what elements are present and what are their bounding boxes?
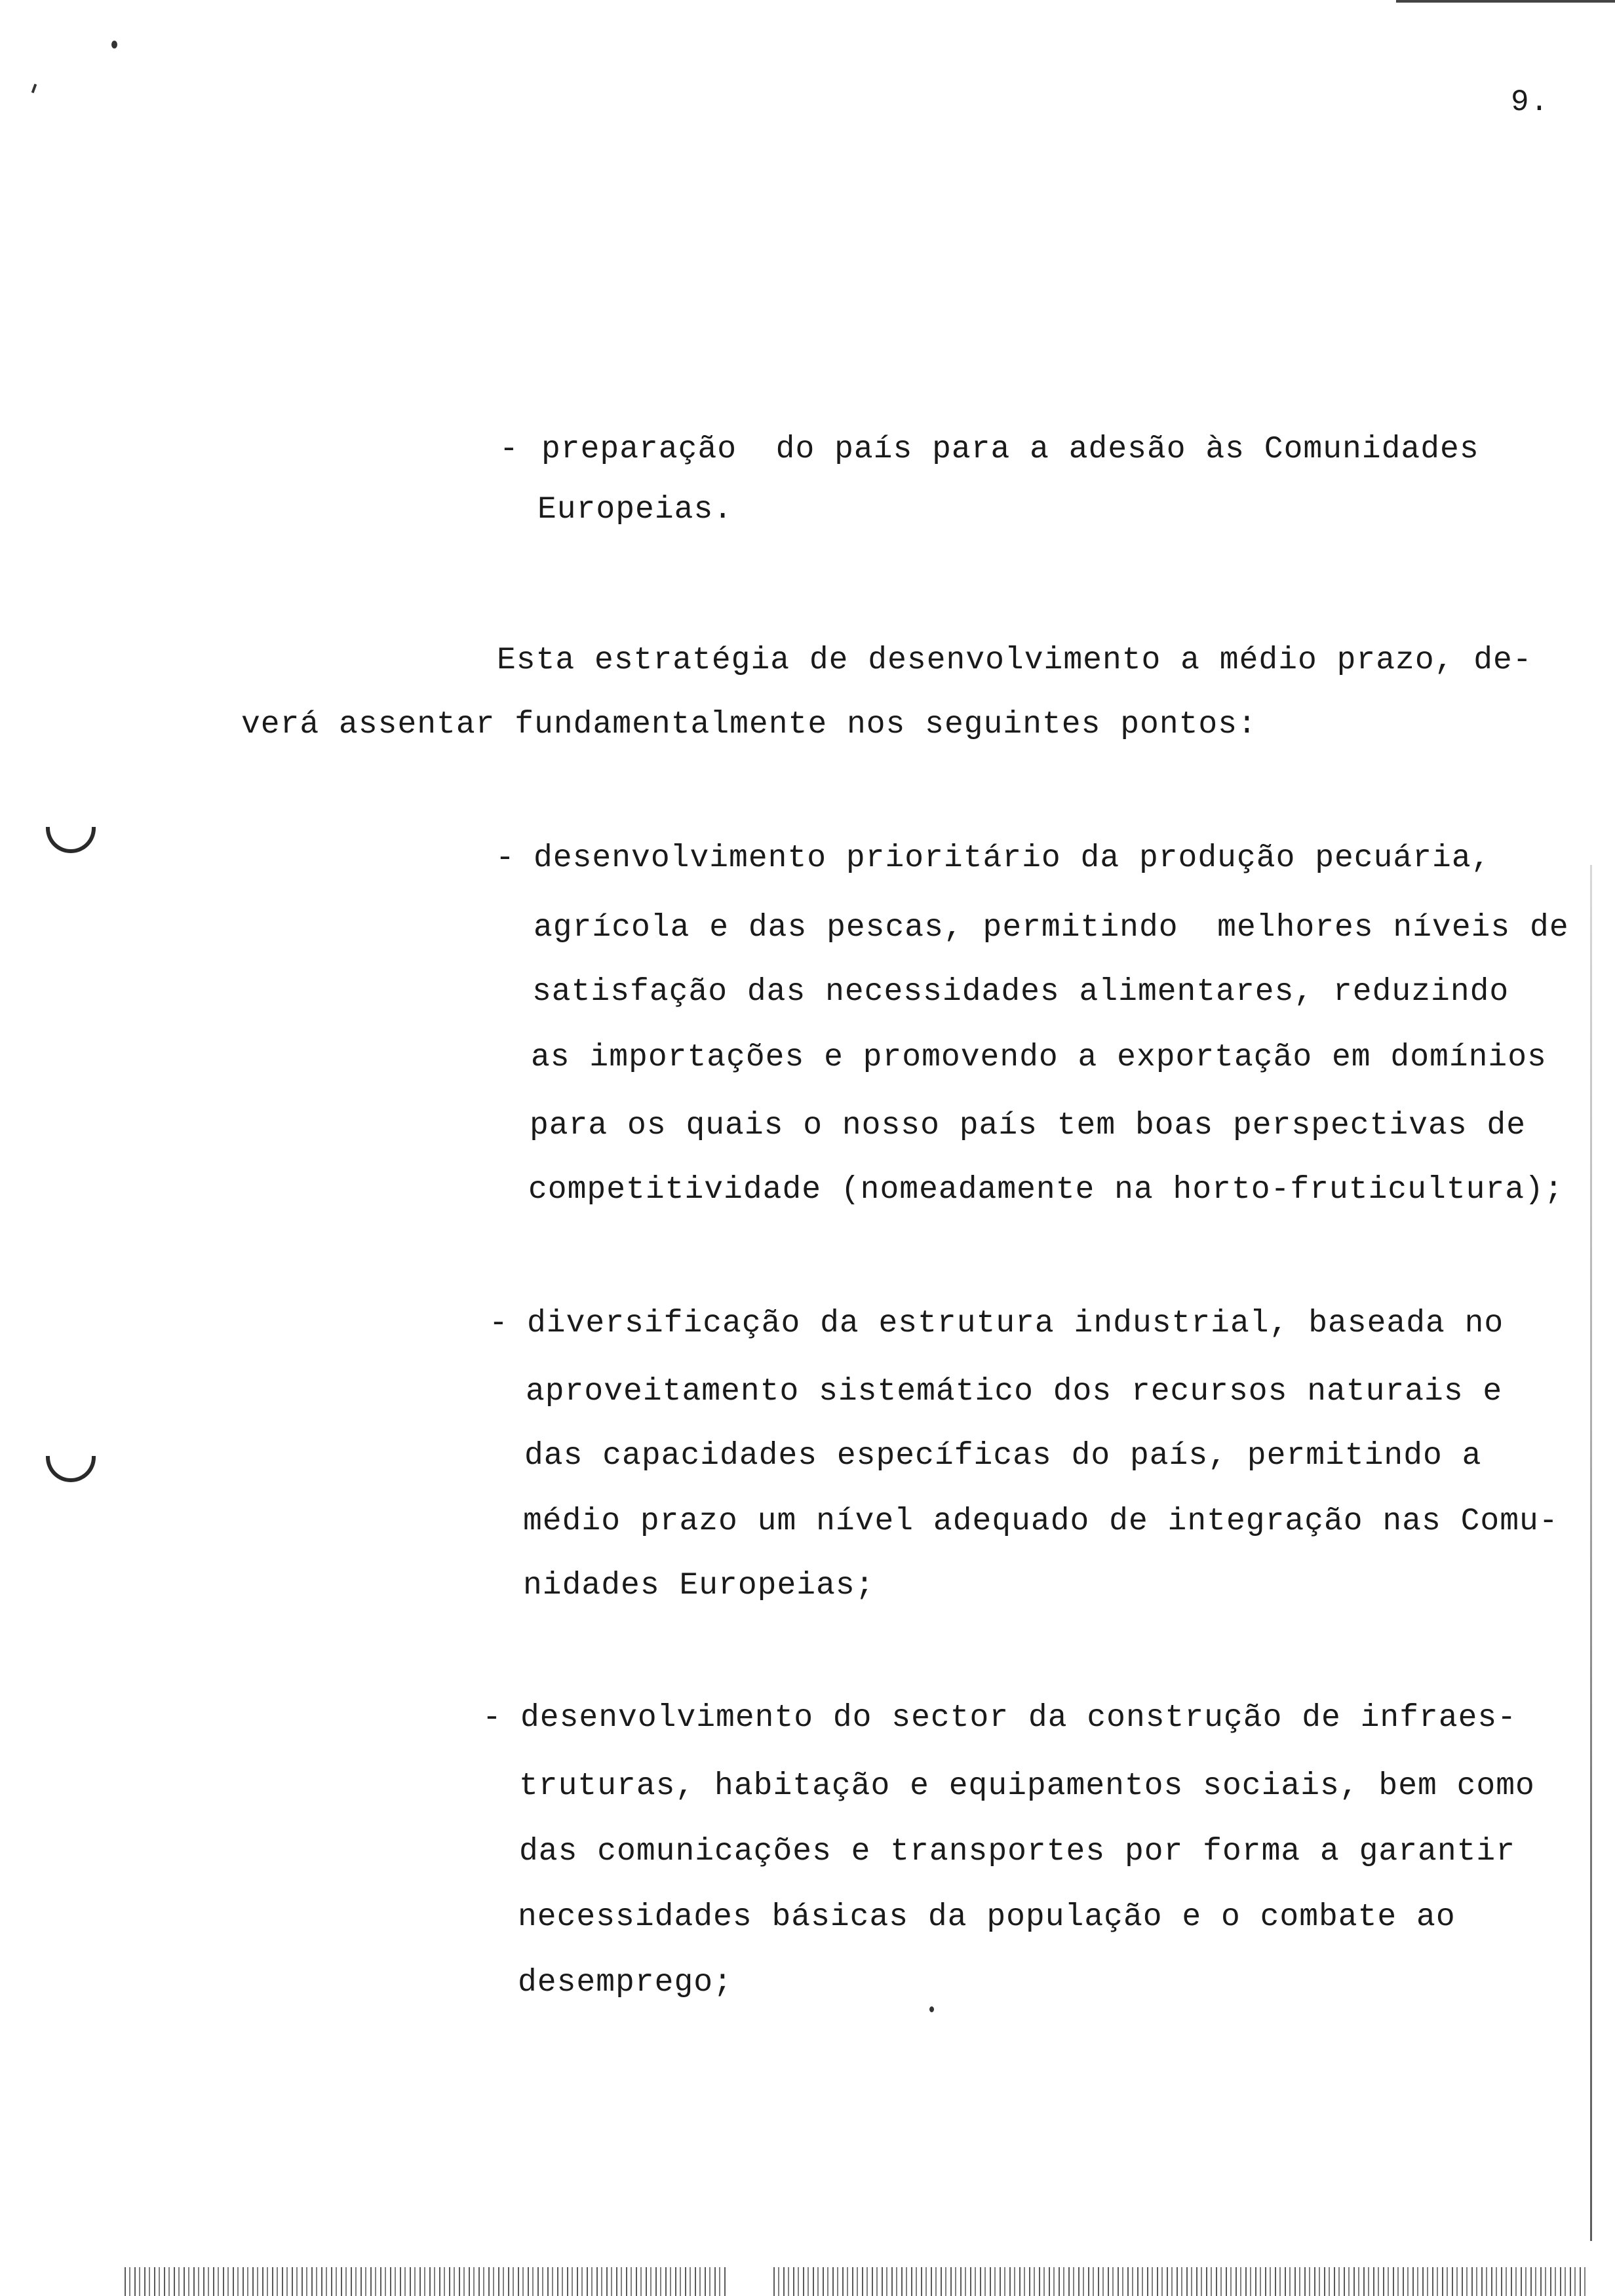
list-item-line: as importações e promovendo a exportação em domínios bbox=[531, 1040, 1547, 1075]
list-item-line: necessidades básicas da população e o combate ao bbox=[518, 1900, 1456, 1935]
intro-item-line: Europeias. bbox=[537, 492, 733, 527]
list-item-line: das comunicações e transportes por forma a garantir bbox=[519, 1834, 1516, 1869]
list-item-line: truturas, habitação e equipamentos sociais, bem como bbox=[519, 1769, 1535, 1804]
list-item-line: das capacidades específicas do país, permitindo a bbox=[524, 1438, 1482, 1474]
list-dash: - bbox=[489, 1306, 508, 1341]
paragraph-line: verá assentar fundamentalmente nos seguintes pontos: bbox=[241, 707, 1257, 742]
list-item-line: agrícola e das pescas, permitindo melhores níveis de bbox=[534, 910, 1569, 946]
list-item-line: satisfação das necessidades alimentares, reduzindo bbox=[532, 974, 1509, 1010]
scan-border-top bbox=[1396, 0, 1615, 3]
paragraph-line: Esta estratégia de desenvolvimento a médio prazo, de- bbox=[497, 643, 1532, 678]
scan-speck bbox=[929, 2006, 934, 2012]
list-item-line: diversificação da estrutura industrial, baseada no bbox=[527, 1306, 1504, 1341]
list-item-line: desemprego; bbox=[518, 1965, 733, 2000]
scan-noise-strip bbox=[773, 2267, 1586, 2296]
page-number: 9. bbox=[1511, 85, 1550, 119]
list-item-line: desenvolvimento do sector da construção de infraes- bbox=[520, 1700, 1517, 1736]
list-item-line: aproveitamento sistemático dos recursos naturais e bbox=[526, 1374, 1503, 1409]
punch-hole-mark bbox=[46, 827, 96, 853]
list-item-line: nidades Europeias; bbox=[523, 1568, 875, 1603]
scan-border-right bbox=[1590, 865, 1592, 2241]
list-item-line: desenvolvimento prioritário da produção pecuária, bbox=[534, 841, 1491, 876]
scan-noise-strip bbox=[125, 2267, 728, 2296]
list-dash: - bbox=[496, 841, 515, 876]
list-item-line: competitividade (nomeadamente na horto-fruticultura); bbox=[528, 1172, 1564, 1208]
list-dash: - bbox=[499, 432, 518, 467]
list-dash: - bbox=[482, 1700, 501, 1736]
list-item-line: para os quais o nosso país tem boas perspectivas de bbox=[530, 1108, 1527, 1143]
scan-speck bbox=[111, 41, 117, 48]
punch-hole-mark bbox=[46, 1456, 96, 1482]
scan-speck bbox=[31, 84, 37, 94]
intro-item-line: preparação do país para a adesão às Comunidades bbox=[541, 432, 1479, 467]
list-item-line: médio prazo um nível adequado de integração nas Comu- bbox=[523, 1504, 1559, 1539]
